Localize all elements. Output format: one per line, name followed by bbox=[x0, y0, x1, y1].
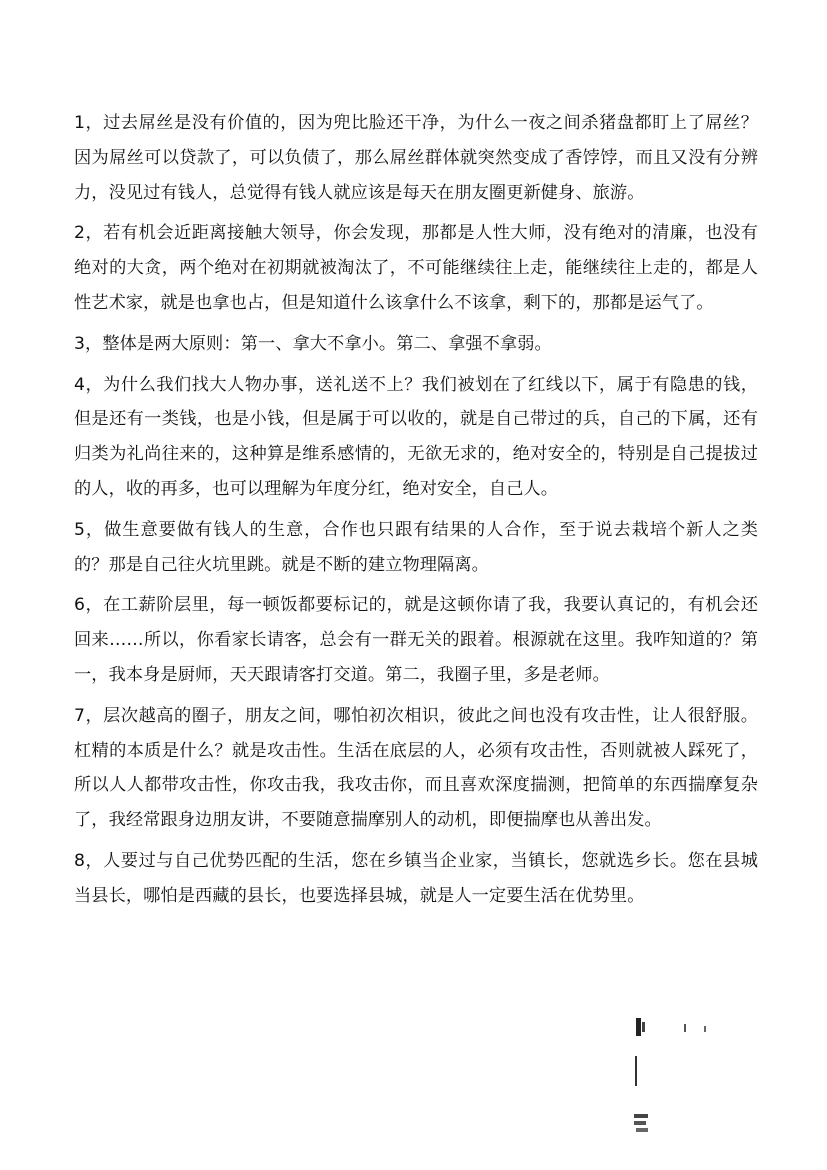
artifact-mark bbox=[704, 1026, 706, 1032]
paragraph-4: 4，为什么我们找大人物办事，送礼送不上？我们被划在了红线以下，属于有隐患的钱，但是还有一类钱，也是小钱，但是属于可以收的，就是自己带过的兵，自己的下属，还有归类为礼尚往来的，这种算是维系感情的，无欲无求的，绝对安全的，特别是自己提拔过的人，收的再多，也可以理解为年度分红，绝对安全，自己人。 bbox=[74, 374, 758, 499]
document-body bbox=[74, 106, 758, 920]
paragraph-1: 1，过去屌丝是没有价值的，因为兜比脸还干净，为什么一夜之间杀猪盘都盯上了屌丝？因为屌丝可以贷款了，可以负债了，那么屌丝群体就突然变成了香饽饽，而且又没有分辨力，没见过有钱人，总觉得有钱人就应该是每天在朋友圈更新健身、旅游。 bbox=[74, 113, 758, 203]
paragraph-7: 7，层次越高的圈子，朋友之间，哪怕初次相识，彼此之间也没有攻击性，让人很舒服。杠精的本质是什么？就是攻击性。生活在底层的人，必须有攻击性，否则就被人踩死了，所以人人都带攻击性，你攻击我，我攻击你，而且喜欢深度揣测，把简单的东西揣摩复杂了，我经常跟身边朋友讲，不要随意揣摩别人的动机，即便揣摩也从善出发。 bbox=[74, 705, 758, 831]
artifact-mark bbox=[635, 1056, 637, 1086]
paragraph-8: 8，人要过与自己优势匹配的生活，您在乡镇当企业家，当镇长，您就选乡长。您在县城当县长，哪怕是西藏的县长，也要选择县城，就是人一定要生活在优势里。 bbox=[74, 850, 758, 906]
paragraph-6: 6，在工薪阶层里，每一顿饭都要标记的，就是这顿你请了我，我要认真记的，有机会还回来……所以，你看家长请客，总会有一群无关的跟着。根源就在这里。我咋知道的？第一，我本身是厨师，天天跟请客打交道。第二，我圈子里，多是老师。 bbox=[74, 595, 758, 685]
artifact-mark bbox=[636, 1018, 641, 1036]
paragraph-3: 3，整体是两大原则：第一、拿大不拿小。第二、拿强不拿弱。 bbox=[74, 333, 552, 354]
scan-artifact-marks bbox=[632, 1018, 722, 1148]
artifact-mark bbox=[634, 1114, 648, 1118]
paragraph-2: 2，若有机会近距离接触大领导，你会发现，那都是人性大师，没有绝对的清廉，也没有绝对的大贪，两个绝对在初期就被淘汰了，不可能继续往上走，能继续往上走的，都是人性艺术家，就是也拿也占，但是知道什么该拿什么不该拿，剩下的，那都是运气了。 bbox=[74, 223, 758, 313]
artifact-mark bbox=[684, 1024, 686, 1032]
artifact-mark bbox=[642, 1022, 645, 1032]
artifact-mark bbox=[636, 1128, 648, 1132]
artifact-mark bbox=[634, 1121, 646, 1125]
paragraph-5: 5，做生意要做有钱人的生意，合作也只跟有结果的人合作，至于说去栽培个新人之类的？那是自己往火坑里跳。就是不断的建立物理隔离。 bbox=[74, 519, 758, 575]
